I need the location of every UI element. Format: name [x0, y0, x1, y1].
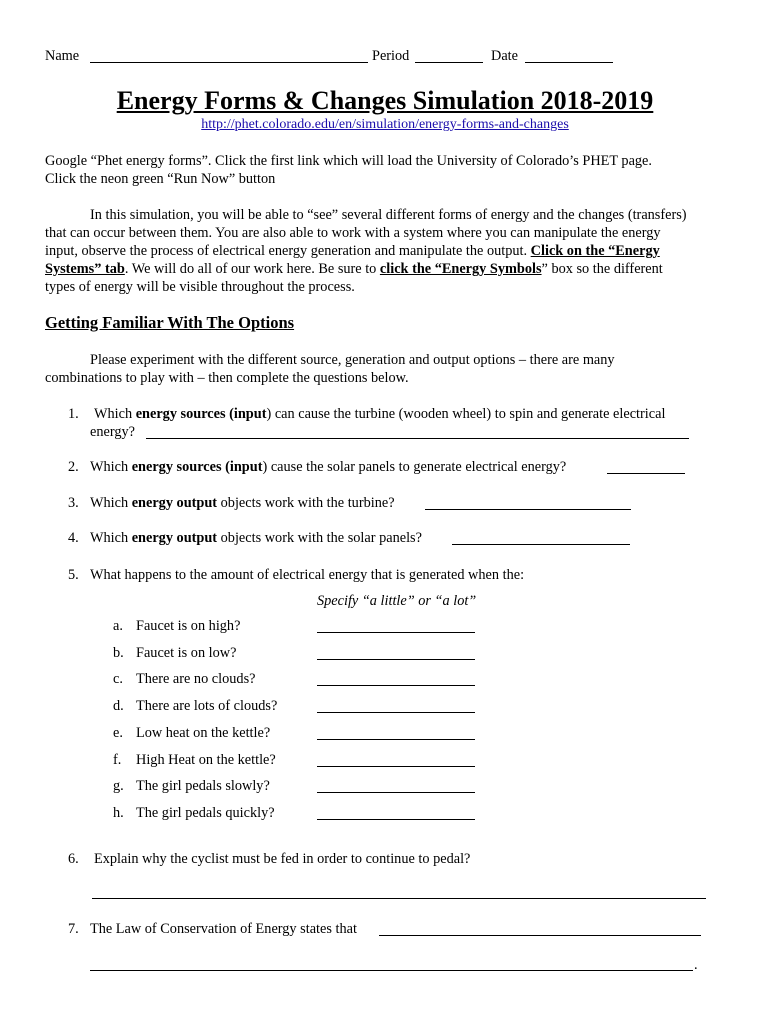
subitem-text: The girl pedals slowly?: [136, 778, 270, 794]
subitem-text: Faucet is on low?: [136, 645, 237, 661]
question-5-number: 5.: [68, 567, 79, 583]
intro-line-1: Google “Phet energy forms”. Click the first link which will load the University of Colorado’s PHET page.: [45, 153, 652, 169]
question-2-text: [90, 458, 566, 476]
question-3-answer[interactable]: [425, 496, 631, 510]
question-1-number: 1.: [68, 406, 79, 422]
subitem-letter: c.: [113, 671, 123, 687]
subitem-answer[interactable]: [317, 726, 475, 740]
question-1-bold: energy sources (input: [135, 406, 267, 422]
subitem-text: High Heat on the kettle?: [136, 752, 276, 768]
simulation-link[interactable]: http://phet.colorado.edu/en/simulation/energy-forms-and-changes: [201, 117, 569, 132]
question-7-answer-line-2[interactable]: [90, 957, 693, 971]
paragraph-line-3: [45, 242, 660, 260]
question-6-number: 6.: [68, 851, 79, 867]
question-1-line-2: energy?: [90, 424, 135, 440]
subitem-text: The girl pedals quickly?: [136, 805, 275, 821]
paragraph-line-5: types of energy will be visible throughout the process.: [45, 279, 355, 295]
name-label: Name: [45, 48, 80, 64]
paragraph-line-4: [45, 260, 663, 278]
paragraph-line-4-end: ” box so the different: [541, 261, 663, 277]
question-3-number: 3.: [68, 495, 79, 511]
question-1-answer[interactable]: [146, 425, 689, 439]
subitem-answer[interactable]: [317, 646, 475, 660]
question-3-bold: energy output: [131, 495, 218, 511]
subitem-answer[interactable]: [317, 779, 475, 793]
paragraph-line-4-text: . We will do all of our work here. Be sure to: [124, 261, 380, 277]
intro-line-2: Click the neon green “Run Now” button: [45, 171, 276, 187]
period-label: Period: [372, 48, 410, 64]
question-2-lead: Which: [90, 459, 132, 475]
subitem-answer[interactable]: [317, 806, 475, 820]
paragraph-line-3-text: input, observe the process of electrical energy generation and manipulate the output.: [45, 243, 531, 259]
subitem-answer[interactable]: [317, 672, 475, 686]
question-4-lead: Which: [90, 530, 132, 546]
energy-systems-instruction-part2: Systems” tab: [45, 261, 125, 277]
subitem-letter: a.: [113, 618, 123, 634]
subitem-answer[interactable]: [317, 753, 475, 767]
question-3-lead: Which: [90, 495, 132, 511]
question-4-bold: energy output: [131, 530, 218, 546]
question-7-period: .: [694, 957, 698, 973]
question-1-text: [94, 405, 665, 423]
question-7-text: The Law of Conservation of Energy states that: [90, 921, 357, 937]
question-7-answer-line-1[interactable]: [379, 922, 701, 936]
date-field[interactable]: [525, 49, 613, 63]
question-6-text: Explain why the cyclist must be fed in order to continue to pedal?: [94, 851, 471, 867]
section-intro-line-2: combinations to play with – then complete the questions below.: [45, 370, 409, 386]
question-2-answer[interactable]: [607, 460, 685, 474]
question-2-number: 2.: [68, 459, 79, 475]
question-4-number: 4.: [68, 530, 79, 546]
subitem-answer[interactable]: [317, 699, 475, 713]
subitem-letter: h.: [113, 805, 124, 821]
subitem-letter: e.: [113, 725, 123, 741]
name-field[interactable]: [90, 49, 368, 63]
question-4-text: [90, 529, 422, 547]
question-7-number: 7.: [68, 921, 79, 937]
question-3-text: [90, 494, 395, 512]
section-intro-line-1: Please experiment with the different source, generation and output options – there are many: [90, 352, 615, 368]
question-3-rest: objects work with the turbine?: [217, 495, 395, 511]
section-heading: Getting Familiar With The Options: [45, 313, 295, 332]
period-field[interactable]: [415, 49, 483, 63]
subitem-text: Low heat on the kettle?: [136, 725, 271, 741]
page-title: Energy Forms & Changes Simulation 2018-2019: [116, 86, 654, 115]
energy-systems-instruction-part1: Click on the “Energy: [530, 243, 660, 259]
question-4-answer[interactable]: [452, 531, 630, 545]
question-1-rest: ) can cause the turbine (wooden wheel) to spin and generate electrical: [266, 406, 666, 422]
question-5-text: What happens to the amount of electrical energy that is generated when the:: [90, 567, 525, 583]
date-label: Date: [491, 48, 518, 64]
question-6-answer[interactable]: [92, 885, 706, 899]
question-2-bold: energy sources (input: [131, 459, 263, 475]
subitem-answer[interactable]: [317, 619, 475, 633]
question-4-rest: objects work with the solar panels?: [217, 530, 422, 546]
subitem-text: There are no clouds?: [136, 671, 256, 687]
subitem-letter: b.: [113, 645, 124, 661]
subitem-text: Faucet is on high?: [136, 618, 241, 634]
subitem-letter: g.: [113, 778, 124, 794]
paragraph-line-2: that can occur between them. You are also able to work with a system where you can manipulate the energy: [45, 225, 661, 241]
energy-symbols-instruction: click the “Energy Symbols: [379, 261, 542, 277]
question-2-rest: ) cause the solar panels to generate electrical energy?: [262, 459, 567, 475]
subitem-text: There are lots of clouds?: [136, 698, 278, 714]
paragraph-line-1: In this simulation, you will be able to “see” several different forms of energy and the changes (transfers): [90, 207, 687, 223]
subitem-letter: d.: [113, 698, 124, 714]
subitem-letter: f.: [113, 752, 122, 768]
question-1-lead: Which: [94, 406, 136, 422]
question-5-specify: Specify “a little” or “a lot”: [317, 593, 477, 609]
